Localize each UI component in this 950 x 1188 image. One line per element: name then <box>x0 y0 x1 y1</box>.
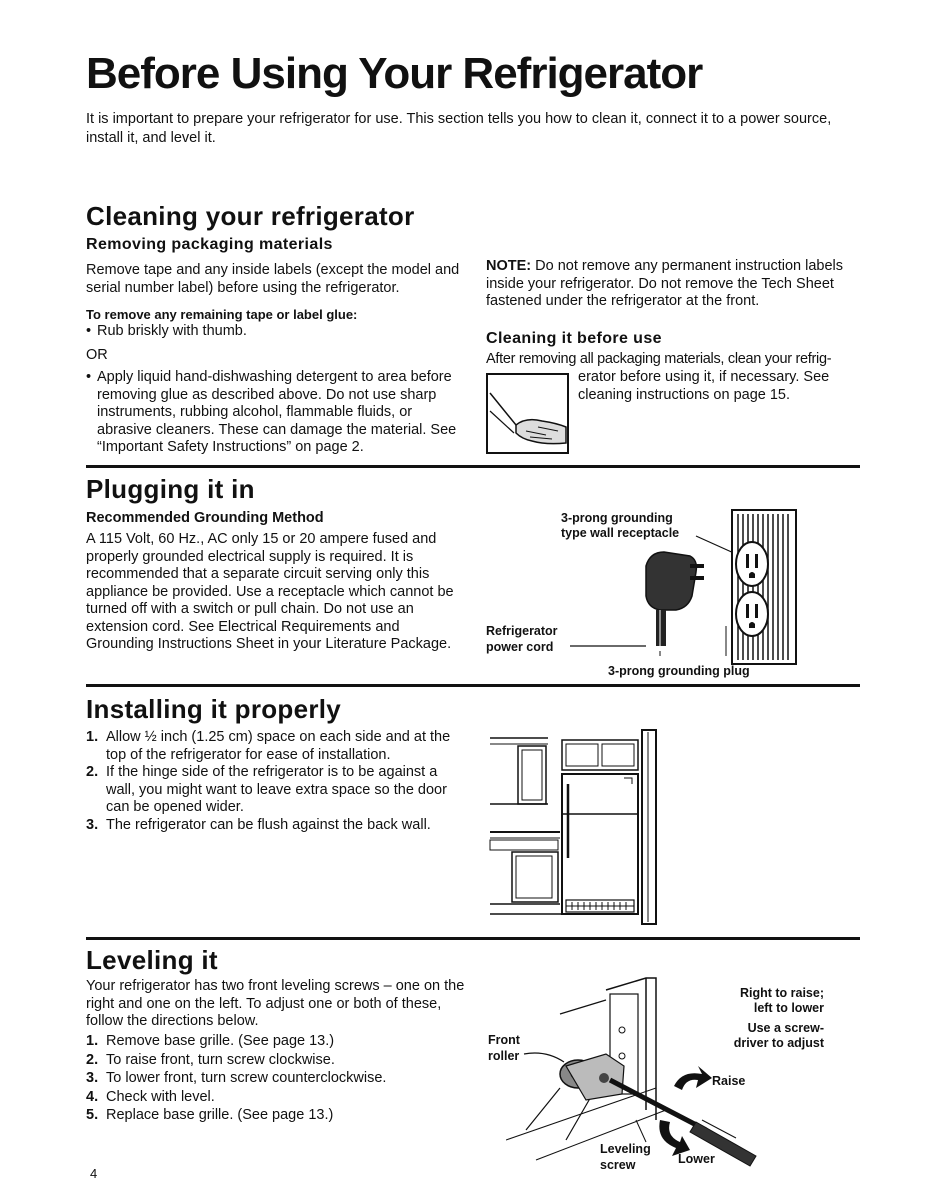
cord-label-1: Refrigerator <box>486 624 558 638</box>
list-number: 3. <box>86 816 99 833</box>
leveling-screw-illustration <box>506 970 766 1170</box>
raise-label: Raise <box>712 1074 746 1088</box>
leveling-screw-label-2: screw <box>600 1158 636 1172</box>
list-number: 4. <box>86 1088 99 1105</box>
cleaning-heading: Cleaning your refrigerator <box>86 201 415 231</box>
list-number: 2. <box>86 1051 99 1068</box>
section-divider <box>86 684 860 687</box>
receptacle-label-1: 3-prong grounding <box>561 511 673 525</box>
or-separator: OR <box>86 347 108 363</box>
list-text: Check with level. <box>106 1088 215 1105</box>
leveling-list <box>86 1032 466 1125</box>
list-number: 2. <box>86 764 99 780</box>
list-text: Allow ½ inch (1.25 cm) space on each side and at the top of the refrigerator for ease of installation. <box>106 729 451 763</box>
list-text: The refrigerator can be flush against the back wall. <box>106 816 431 833</box>
right-to-raise-label-1: Right to raise; <box>739 986 824 1000</box>
installing-list <box>86 729 466 834</box>
plug-label: 3-prong grounding plug <box>608 664 750 678</box>
list-item <box>86 1051 466 1070</box>
before-use-rest: erator before using it, if necessary. See cleaning instructions on page 15. <box>578 369 830 403</box>
removing-packaging-heading: Removing packaging materials <box>86 236 333 253</box>
page-number: 4 <box>90 1166 98 1181</box>
leveling-heading: Leveling it <box>86 945 218 975</box>
before-use-line-1: After removing all packaging materials, clean your refrig- <box>486 351 832 367</box>
plugging-heading: Plugging it in <box>86 474 255 504</box>
cleaning-before-use-heading: Cleaning it before use <box>486 330 662 347</box>
refrigerator-cabinet-illustration <box>488 728 662 928</box>
list-number: 1. <box>86 729 99 745</box>
section-divider <box>86 465 860 468</box>
list-text: To raise front, turn screw clockwise. <box>106 1051 335 1068</box>
note-text: Do not remove any permanent instruction labels inside your refrigerator. Do not remove the Tech Sheet fastened under the refrigerator at the front. <box>486 258 844 309</box>
use-screwdriver-label-1: Use a screw- <box>747 1021 824 1035</box>
list-item <box>86 1088 466 1107</box>
list-number: 5. <box>86 1107 99 1123</box>
cord-label-2: power cord <box>486 640 554 654</box>
list-item <box>86 729 466 764</box>
plugging-paragraph: A 115 Volt, 60 Hz., AC only 15 or 20 ampere fused and properly grounded electrical supply is required. It is recommended that a separate circuit serving only this appliance be provided. Use a receptacle which cannot be turned off with a switch or pull chain. Do not use an extension cord. See Electrical Requirements and Grounding Instructions Sheet in your Literature Package. <box>86 531 454 652</box>
list-item: • Rub briskly with thumb. <box>86 323 466 341</box>
right-to-raise-label-2: left to lower <box>753 1001 824 1015</box>
list-item <box>86 817 466 835</box>
front-roller-label-2: roller <box>488 1049 520 1063</box>
glue-bullet-1 <box>86 323 466 341</box>
list-number: 1. <box>86 1033 99 1049</box>
front-roller-label-1: Front <box>488 1033 520 1047</box>
installing-heading: Installing it properly <box>86 694 342 724</box>
list-text: Remove base grille. (See page 13.) <box>106 1033 335 1049</box>
list-text: To lower front, turn screw counterclockwise. <box>106 1070 387 1086</box>
receptacle-label-2: type wall receptacle <box>561 526 680 540</box>
list-item <box>86 1106 466 1125</box>
grounding-method-heading: Recommended Grounding Method <box>86 510 324 526</box>
list-text: Replace base grille. (See page 13.) <box>106 1107 334 1123</box>
list-item <box>86 764 466 817</box>
cleaning-hand-illustration <box>486 373 570 455</box>
intro-paragraph: It is important to prepare your refrigerator for use. This section tells you how to clean it, connect it to a power source, install it, and level it. <box>86 111 832 146</box>
use-screwdriver-label-2: driver to adjust <box>733 1036 824 1050</box>
leveling-screw-label-1: Leveling <box>600 1142 651 1156</box>
list-item <box>86 1069 466 1088</box>
leveling-intro: Your refrigerator has two front leveling screws – one on the right and one on the left. To adjust one or both of these, follow the directions below. <box>86 978 465 1029</box>
note-paragraph <box>486 258 856 311</box>
cleaning-paragraph: Remove tape and any inside labels (except the model and serial number label) before using the refrigerator. <box>86 262 460 296</box>
list-item: • Apply liquid hand-dishwashing detergent to area before removing glue as described above. Do not use sharp instruments, rubbing alcohol, flammable fluids, or abrasive cleaners. These can damage the material. See “Important Safety Instructions” on page 2. <box>86 369 466 457</box>
list-number: 3. <box>86 1070 99 1086</box>
section-divider <box>86 937 860 940</box>
note-label: NOTE: <box>486 258 532 274</box>
lower-label: Lower <box>678 1152 715 1166</box>
glue-heading: To remove any remaining tape or label glue: <box>86 307 358 322</box>
page-title: Before Using Your Refrigerator <box>86 49 703 98</box>
outlet-plug-illustration <box>560 506 800 670</box>
list-item <box>86 1032 466 1051</box>
glue-bullet-2 <box>86 369 466 457</box>
list-text: If the hinge side of the refrigerator is to be against a wall, you might want to leave extra space so the door can be opened wider. <box>106 764 447 815</box>
